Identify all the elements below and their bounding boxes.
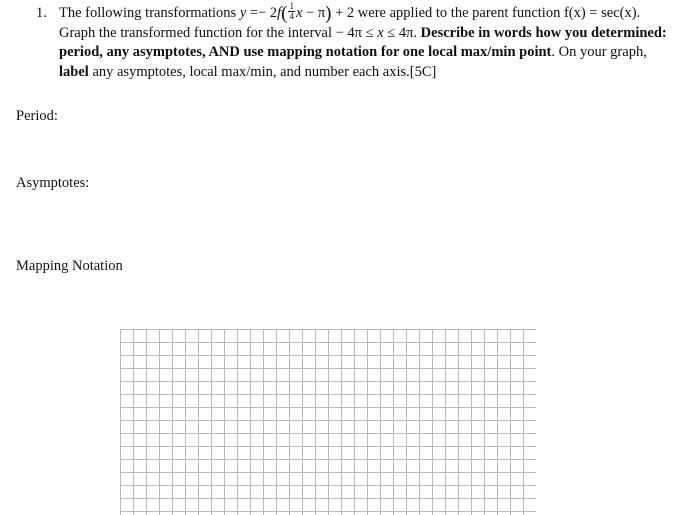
interval-x: x	[377, 24, 384, 41]
question-text-interval-end: ≤ 4π.	[383, 24, 421, 41]
equation-minus-pi: − π	[302, 5, 326, 21]
question-text-intro: The following transformations	[59, 5, 240, 21]
fraction-numerator: 1	[289, 1, 294, 12]
question-text-on-graph: . On your graph,	[551, 44, 647, 60]
question-text	[59, 1, 676, 82]
equation-equals: =− 2	[246, 5, 278, 21]
period-label: Period:	[16, 108, 58, 124]
equation-x: x	[295, 5, 303, 21]
equation-fraction	[288, 2, 295, 21]
graph-grid-svg[interactable]	[120, 328, 536, 515]
fraction-denominator: 4	[289, 11, 294, 22]
question-text-parent: were applied to the parent function f(x) =	[354, 5, 598, 21]
mapping-notation-label: Mapping Notation	[16, 258, 123, 274]
question-number: 1.	[36, 5, 47, 21]
equation-plus-two: + 2	[331, 5, 355, 21]
question-text-interval: sec(x). Graph the transformed function for the interval − 4π ≤	[59, 5, 641, 41]
equation-y: y	[239, 5, 247, 21]
equation-f: f	[277, 5, 282, 21]
equation-close-paren: )	[325, 3, 332, 24]
equation-open-paren: (	[281, 3, 288, 24]
question-instruction-bold: Describe in words how you determined: period, any asymptotes, AND use mapping notation for one local max/min point	[59, 24, 667, 60]
question-label-bold: label	[59, 63, 89, 80]
asymptotes-label: Asymptotes:	[16, 175, 90, 191]
graph-grid[interactable]	[120, 328, 536, 515]
question-text-final: any asymptotes, local max/min, and number each axis.[5C]	[88, 63, 437, 80]
question-1	[36, 1, 676, 82]
